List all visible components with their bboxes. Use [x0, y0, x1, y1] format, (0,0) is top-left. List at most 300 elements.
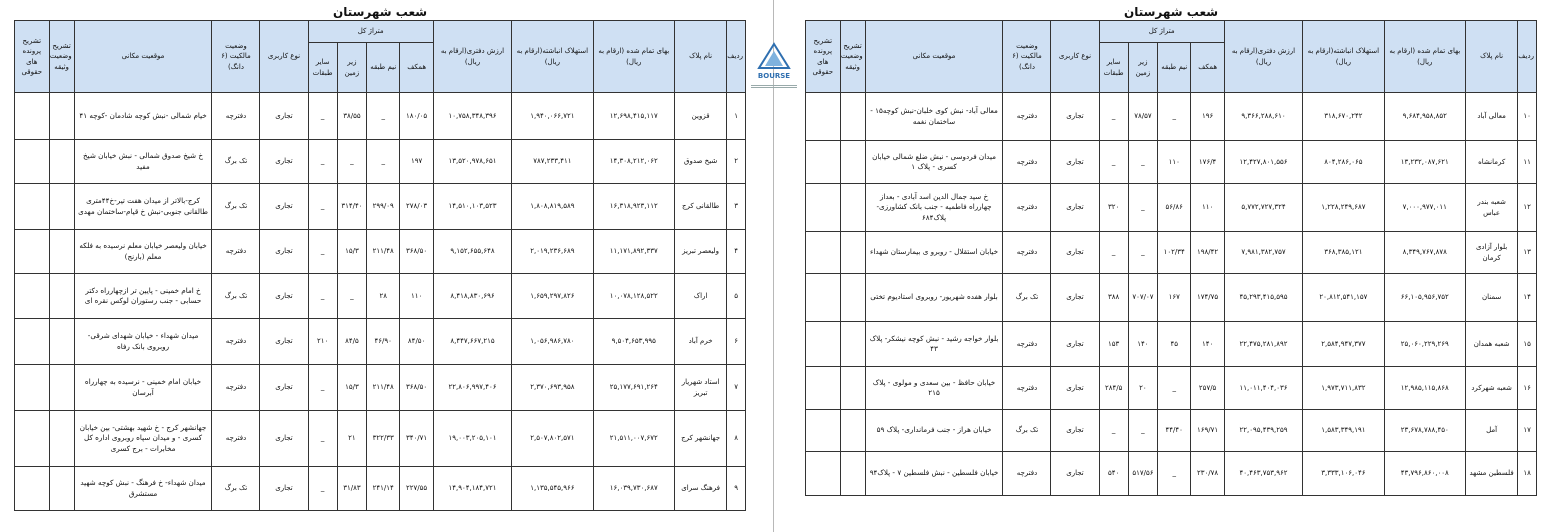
- cell-area-basement: _: [1128, 184, 1157, 232]
- cell-radif: ۱۱: [1518, 141, 1537, 184]
- cell-legal: [806, 274, 841, 322]
- cell-legal: [15, 140, 50, 184]
- cell-location: جهانشهر کرج - خ شهید بهشتی- بین خیابان کسری - و میدان سپاه روبروی اداره کل مخابرات - برج کسری: [74, 411, 212, 467]
- cell-depreciation: ۷۸۷,۲۳۳,۴۱۱: [512, 140, 593, 184]
- cell-price: ۶۶,۱۰۵,۹۵۶,۷۵۲: [1384, 274, 1465, 322]
- cell-radif: ۱۵: [1518, 322, 1537, 367]
- cell-collateral: [49, 319, 74, 365]
- cell-location: بلوار خواجه رشید - نبش کوچه نیشکر- پلاک ۴۳: [865, 322, 1003, 367]
- cell-area-half: _: [367, 93, 400, 140]
- cell-book-value: ۲۲,۸۰۶,۹۹۷,۴۰۶: [433, 365, 511, 411]
- cell-usage: تجاری: [1051, 410, 1099, 452]
- cell-ownership: تک برگ: [212, 140, 260, 184]
- cell-area-ground: ۱۷۶/۴: [1191, 141, 1224, 184]
- cell-price: ۹,۶۸۴,۹۵۸,۸۵۲: [1384, 93, 1465, 141]
- cell-name: آمل: [1466, 410, 1518, 452]
- cell-area-basement: ۲۱: [337, 411, 366, 467]
- cell-collateral: [49, 230, 74, 274]
- table-row: [806, 274, 1537, 322]
- cell-area-ground: ۱۱۰: [1191, 184, 1224, 232]
- cell-legal: [806, 141, 841, 184]
- cell-price: ۱۲,۶۹۸,۴۱۵,۱۱۷: [593, 93, 674, 140]
- cell-area-other: ۲۱۰: [308, 319, 337, 365]
- cell-name: اراک: [675, 274, 727, 319]
- cell-depreciation: ۱,۱۳۵,۵۴۵,۹۶۶: [512, 467, 593, 511]
- cell-location: خ سید جمال الدین اسد آبادی - بعداز چهارراه فاطمیه - جنب بانک کشاورزی-پلاک۶۸۴: [865, 184, 1003, 232]
- cell-book-value: ۹,۱۵۲,۶۵۵,۶۴۸: [433, 230, 511, 274]
- cell-ownership: دفترچه: [212, 230, 260, 274]
- cell-usage: تجاری: [1051, 322, 1099, 367]
- cell-area-other: ۳۸۸: [1099, 274, 1128, 322]
- left-page: [14, 0, 746, 511]
- cell-price: ۱۶,۰۳۹,۷۳۰,۶۸۷: [593, 467, 674, 511]
- cell-location: خیابان حافظ - بین سعدی و مولوی - پلاک ۲۱۵: [865, 367, 1003, 410]
- cell-area-other: ۵۴۰: [1099, 452, 1128, 496]
- cell-area-ground: ۲۲۷/۵۵: [400, 467, 433, 511]
- cell-usage: تجاری: [1051, 232, 1099, 274]
- cell-price: ۲۵,۰۶۰,۲۲۹,۲۶۹: [1384, 322, 1465, 367]
- cell-radif: ۶: [727, 319, 746, 365]
- cell-legal: [15, 93, 50, 140]
- header-name: نام پلاک: [1466, 21, 1518, 93]
- cell-collateral: [840, 93, 865, 141]
- cell-area-other: _: [308, 93, 337, 140]
- cell-area-basement: ۵۱۷/۵۶: [1128, 452, 1157, 496]
- table-row: [806, 93, 1537, 141]
- cell-area-half: ۲۹۹/۰۹: [367, 184, 400, 230]
- cell-book-value: ۱۱,۰۱۱,۴۰۴,۰۳۶: [1224, 367, 1302, 410]
- cell-collateral: [840, 232, 865, 274]
- cell-area-ground: ۱۹۸/۴۲: [1191, 232, 1224, 274]
- cell-area-other: _: [1099, 141, 1128, 184]
- header-area-group: متراژ کل: [1099, 21, 1224, 43]
- cell-ownership: تک برگ: [212, 467, 260, 511]
- cell-legal: [15, 319, 50, 365]
- cell-legal: [806, 367, 841, 410]
- cell-collateral: [49, 140, 74, 184]
- cell-area-half: ۱۶۷: [1158, 274, 1191, 322]
- header-collateral: تشریح وضعیت وثیقه: [840, 21, 865, 93]
- cell-ownership: تک برگ: [212, 184, 260, 230]
- cell-book-value: ۴۵,۲۹۳,۴۱۵,۵۹۵: [1224, 274, 1302, 322]
- cell-collateral: [840, 322, 865, 367]
- cell-area-basement: ۸۴/۵: [337, 319, 366, 365]
- cell-area-other: _: [1099, 93, 1128, 141]
- cell-collateral: [49, 93, 74, 140]
- cell-area-half: ۲۸: [367, 274, 400, 319]
- header-ownership: وضعیت مالکیت (۶ دانگ): [1003, 21, 1051, 93]
- cell-collateral: [49, 184, 74, 230]
- cell-usage: تجاری: [260, 319, 308, 365]
- table-row: [15, 319, 746, 365]
- table-row: [15, 411, 746, 467]
- cell-collateral: [840, 184, 865, 232]
- page-title: شعب شهرستان: [332, 5, 428, 19]
- cell-depreciation: ۱,۹۷۳,۷۱۱,۸۳۲: [1303, 367, 1384, 410]
- cell-usage: تجاری: [260, 274, 308, 319]
- cell-area-other: _: [308, 184, 337, 230]
- cell-depreciation: ۲,۰۱۹,۲۳۶,۶۸۹: [512, 230, 593, 274]
- cell-legal: [806, 184, 841, 232]
- cell-area-half: _: [1158, 93, 1191, 141]
- cell-book-value: ۷,۹۸۱,۳۸۲,۷۵۷: [1224, 232, 1302, 274]
- cell-name: فرهنگ سرای: [675, 467, 727, 511]
- cell-name: معالی آباد: [1466, 93, 1518, 141]
- right-page: [805, 0, 1537, 496]
- cell-area-basement: _: [337, 274, 366, 319]
- cell-legal: [15, 230, 50, 274]
- cell-usage: تجاری: [260, 230, 308, 274]
- header-area-other: سایر طبقات: [1099, 43, 1128, 93]
- cell-radif: ۹: [727, 467, 746, 511]
- cell-radif: ۱۴: [1518, 274, 1537, 322]
- cell-area-other: _: [308, 140, 337, 184]
- cell-usage: تجاری: [1051, 367, 1099, 410]
- cell-area-ground: ۱۹۷: [400, 140, 433, 184]
- cell-area-half: ۲۱۱/۴۸: [367, 365, 400, 411]
- cell-area-half: ۳۲۲/۳۳: [367, 411, 400, 467]
- cell-location: بلوار هفده شهریور- روبروی استادیوم تختی: [865, 274, 1003, 322]
- cell-price: ۱۳,۲۳۲,۰۸۷,۶۲۱: [1384, 141, 1465, 184]
- header-depreciation: استهلاک انباشته(ارقام به ریال): [512, 21, 593, 93]
- cell-location: خ امام خمینی - پایین تر ازچهارراه دکتر حسابی - جنب رستوران لوکس نقره ای: [74, 274, 212, 319]
- cell-area-half: ۱۰۲/۳۴: [1158, 232, 1191, 274]
- cell-depreciation: ۲,۵۸۴,۹۴۷,۳۷۷: [1303, 322, 1384, 367]
- header-location: موقعیت مکانی: [865, 21, 1003, 93]
- cell-area-other: _: [1099, 232, 1128, 274]
- cell-price: ۱۴,۳۰۸,۲۱۲,۰۶۲: [593, 140, 674, 184]
- cell-depreciation: ۱,۲۲۸,۲۴۹,۶۸۷: [1303, 184, 1384, 232]
- table-row: [806, 367, 1537, 410]
- cell-radif: ۱۸: [1518, 452, 1537, 496]
- cell-usage: تجاری: [1051, 274, 1099, 322]
- cell-depreciation: ۱,۶۵۹,۲۹۷,۸۲۶: [512, 274, 593, 319]
- page-title: شعب شهرستان: [1123, 5, 1219, 19]
- cell-depreciation: ۱,۰۵۶,۹۸۶,۷۸۰: [512, 319, 593, 365]
- table-row: [806, 410, 1537, 452]
- header-usage: نوع کاربری: [260, 21, 308, 93]
- cell-area-half: _: [1158, 452, 1191, 496]
- cell-collateral: [840, 274, 865, 322]
- cell-location: خیابان فلسطین - نبش فلسطین ۷ - پلاک۹۴: [865, 452, 1003, 496]
- cell-area-half: ۴۵: [1158, 322, 1191, 367]
- cell-location: خیابان استقلال - روبرو ی بیمارستان شهداء: [865, 232, 1003, 274]
- cell-name: شیخ صدوق: [675, 140, 727, 184]
- table-row: [806, 452, 1537, 496]
- cell-ownership: دفترچه: [1003, 93, 1051, 141]
- header-depreciation: استهلاک انباشته(ارقام به ریال): [1303, 21, 1384, 93]
- cell-area-other: _: [308, 411, 337, 467]
- cell-price: ۲۱,۵۱۱,۰۰۷,۶۷۲: [593, 411, 674, 467]
- cell-location: معالی آباد- نبش کوی خلبان-نبش کوچه۱۵ - ساختمان نغمه: [865, 93, 1003, 141]
- cell-area-basement: _: [1128, 232, 1157, 274]
- cell-usage: تجاری: [260, 411, 308, 467]
- cell-area-ground: ۲۷۸/۰۳: [400, 184, 433, 230]
- header-area-ground: همکف: [400, 43, 433, 93]
- cell-radif: ۵: [727, 274, 746, 319]
- cell-usage: تجاری: [260, 140, 308, 184]
- cell-area-ground: ۳۶۸/۵۰: [400, 365, 433, 411]
- header-area-half: نیم طبقه: [367, 43, 400, 93]
- cell-area-ground: ۳۴۰/۷۱: [400, 411, 433, 467]
- cell-area-basement: _: [1128, 141, 1157, 184]
- cell-area-basement: ۳۸/۵۵: [337, 93, 366, 140]
- table-row: [806, 232, 1537, 274]
- table-row: [806, 322, 1537, 367]
- cell-legal: [806, 232, 841, 274]
- cell-ownership: تک برگ: [1003, 274, 1051, 322]
- bourse-logo: [757, 42, 791, 82]
- cell-name: شعبه همدان: [1466, 322, 1518, 367]
- cell-ownership: تک برگ: [1003, 410, 1051, 452]
- cell-radif: ۴: [727, 230, 746, 274]
- cell-area-basement: ۳۱۴/۴۰: [337, 184, 366, 230]
- cell-name: استاد شهریار تبریز: [675, 365, 727, 411]
- cell-name: طالقانی کرج: [675, 184, 727, 230]
- cell-area-basement: ۱۵/۳: [337, 365, 366, 411]
- cell-depreciation: ۳۱۸,۶۷۰,۲۴۲: [1303, 93, 1384, 141]
- cell-usage: تجاری: [260, 184, 308, 230]
- cell-area-ground: ۱۹۶: [1191, 93, 1224, 141]
- header-area-half: نیم طبقه: [1158, 43, 1191, 93]
- cell-area-half: _: [367, 140, 400, 184]
- cell-radif: ۱: [727, 93, 746, 140]
- cell-collateral: [840, 410, 865, 452]
- header-area-ground: همکف: [1191, 43, 1224, 93]
- cell-area-basement: _: [337, 140, 366, 184]
- cell-legal: [806, 93, 841, 141]
- cell-area-basement: ۱۴۰: [1128, 322, 1157, 367]
- header-area-basement: زیر زمین: [1128, 43, 1157, 93]
- cell-price: ۲۳,۶۷۸,۷۸۸,۴۵۰: [1384, 410, 1465, 452]
- cell-radif: ۳: [727, 184, 746, 230]
- header-book-value: ارزش دفتری(ارقام به ریال): [1224, 21, 1302, 93]
- cell-book-value: ۱۲,۴۲۷,۸۰۱,۵۵۶: [1224, 141, 1302, 184]
- cell-legal: [806, 410, 841, 452]
- cell-price: ۷,۰۰۰,۹۷۷,۰۱۱: [1384, 184, 1465, 232]
- cell-legal: [15, 274, 50, 319]
- header-collateral: تشریح وضعیت وثیقه: [49, 21, 74, 93]
- cell-name: ولیعصر تبریز: [675, 230, 727, 274]
- cell-book-value: ۸,۴۱۸,۸۳۰,۶۹۶: [433, 274, 511, 319]
- logo-caption: [751, 84, 797, 90]
- table-row: [15, 230, 746, 274]
- cell-ownership: دفترچه: [1003, 367, 1051, 410]
- cell-location: خیابان امام خمینی - نرسیده به چهارراه آبرسان: [74, 365, 212, 411]
- cell-location: میدان شهداء- خ فرهنگ - نبش کوچه شهید مستشرق: [74, 467, 212, 511]
- cell-area-basement: _: [1128, 410, 1157, 452]
- table-row: [15, 274, 746, 319]
- cell-usage: تجاری: [1051, 93, 1099, 141]
- table-row: [15, 184, 746, 230]
- cell-name: جهانشهر کرج: [675, 411, 727, 467]
- cell-price: ۱۰,۰۷۸,۱۲۸,۵۲۲: [593, 274, 674, 319]
- cell-ownership: دفترچه: [212, 411, 260, 467]
- header-price: بهای تمام شده (ارقام به ریال): [593, 21, 674, 93]
- cell-book-value: ۸,۴۴۷,۶۶۷,۲۱۵: [433, 319, 511, 365]
- cell-name: شعبه بندر عباس: [1466, 184, 1518, 232]
- cell-price: ۴۳,۷۹۶,۸۶۰,۰۰۸: [1384, 452, 1465, 496]
- cell-price: ۱۲,۹۸۵,۱۱۵,۸۶۸: [1384, 367, 1465, 410]
- header-price: بهای تمام شده (ارقام به ریال): [1384, 21, 1465, 93]
- cell-area-other: _: [308, 230, 337, 274]
- cell-area-basement: ۱۵/۳: [337, 230, 366, 274]
- cell-location: میدان فردوسی - نبش ضلع شمالی خیابان کسری - پلاک ۱: [865, 141, 1003, 184]
- cell-area-ground: ۱۸۰/۰۵: [400, 93, 433, 140]
- table-row: [806, 141, 1537, 184]
- header-radif: ردیف: [727, 21, 746, 93]
- cell-name: بلوار آزادی کرمان: [1466, 232, 1518, 274]
- cell-area-ground: ۱۶۹/۷۱: [1191, 410, 1224, 452]
- cell-radif: ۱۷: [1518, 410, 1537, 452]
- cell-legal: [15, 184, 50, 230]
- cell-collateral: [49, 274, 74, 319]
- cell-area-ground: ۱۷۴/۷۵: [1191, 274, 1224, 322]
- cell-location: خیابان ولیعصر خیابان معلم نرسیده به فلکه معلم (بارنج): [74, 230, 212, 274]
- cell-area-basement: ۲۰: [1128, 367, 1157, 410]
- cell-ownership: دفترچه: [212, 319, 260, 365]
- cell-price: ۹,۵۰۴,۶۵۳,۹۹۵: [593, 319, 674, 365]
- cell-area-other: _: [308, 365, 337, 411]
- cell-area-basement: ۷۸/۵۷: [1128, 93, 1157, 141]
- cell-legal: [15, 365, 50, 411]
- cell-radif: ۱۳: [1518, 232, 1537, 274]
- cell-name: قزوین: [675, 93, 727, 140]
- cell-area-ground: ۲۵۷/۵: [1191, 367, 1224, 410]
- header-location: موقعیت مکانی: [74, 21, 212, 93]
- header-usage: نوع کاربری: [1051, 21, 1099, 93]
- cell-name: شعبه شهرکرد: [1466, 367, 1518, 410]
- cell-usage: تجاری: [260, 93, 308, 140]
- cell-name: خرم آباد: [675, 319, 727, 365]
- cell-area-other: ۲۸۴/۵: [1099, 367, 1128, 410]
- cell-book-value: ۲۲,۰۹۵,۴۳۹,۲۵۹: [1224, 410, 1302, 452]
- cell-collateral: [840, 141, 865, 184]
- header-legal: تشریح پرونده های حقوقی: [15, 21, 50, 93]
- cell-legal: [806, 322, 841, 367]
- cell-price: ۱۱,۱۷۱,۸۹۲,۳۳۷: [593, 230, 674, 274]
- table-row: [15, 93, 746, 140]
- header-area-group: متراژ کل: [308, 21, 433, 43]
- cell-area-other: _: [308, 274, 337, 319]
- cell-depreciation: ۱,۵۸۳,۳۴۹,۱۹۱: [1303, 410, 1384, 452]
- cell-radif: ۸: [727, 411, 746, 467]
- cell-usage: تجاری: [1051, 452, 1099, 496]
- cell-ownership: دفترچه: [1003, 452, 1051, 496]
- branches-table-right: [805, 20, 1537, 496]
- header-ownership: وضعیت مالکیت (۶ دانگ): [212, 21, 260, 93]
- cell-radif: ۱۶: [1518, 367, 1537, 410]
- cell-area-ground: ۳۶۸/۵۰: [400, 230, 433, 274]
- cell-legal: [15, 467, 50, 511]
- cell-area-half: _: [1158, 367, 1191, 410]
- cell-book-value: ۵,۷۷۲,۷۲۷,۳۲۴: [1224, 184, 1302, 232]
- cell-collateral: [49, 411, 74, 467]
- cell-book-value: ۱۳,۵۲۰,۹۷۸,۶۵۱: [433, 140, 511, 184]
- cell-legal: [806, 452, 841, 496]
- cell-radif: ۱۰: [1518, 93, 1537, 141]
- cell-area-ground: ۱۴۰: [1191, 322, 1224, 367]
- cell-depreciation: ۲,۵۰۷,۸۰۲,۵۷۱: [512, 411, 593, 467]
- cell-area-ground: ۱۱۰: [400, 274, 433, 319]
- cell-depreciation: ۳,۳۳۳,۱۰۶,۰۴۶: [1303, 452, 1384, 496]
- cell-ownership: دفترچه: [1003, 322, 1051, 367]
- table-row: [806, 184, 1537, 232]
- cell-radif: ۱۲: [1518, 184, 1537, 232]
- cell-collateral: [840, 367, 865, 410]
- cell-location: خ شیخ صدوق شمالی - نبش خیابان شیخ مفید: [74, 140, 212, 184]
- cell-area-other: ۱۵۳: [1099, 322, 1128, 367]
- cell-location: کرج-بالاتر از میدان هفت تیر-خ۴۴متری طالقانی جنوبی-نبش خ قیام-ساختمان مهدی: [74, 184, 212, 230]
- table-row: [15, 467, 746, 511]
- cell-legal: [15, 411, 50, 467]
- header-area-basement: زیر زمین: [337, 43, 366, 93]
- cell-usage: تجاری: [260, 365, 308, 411]
- cell-book-value: ۱۴,۵۱۰,۱۰۳,۵۲۳: [433, 184, 511, 230]
- cell-name: فلسطین مشهد: [1466, 452, 1518, 496]
- header-book-value: ارزش دفتری(ارقام به ریال): [433, 21, 511, 93]
- cell-ownership: تک برگ: [212, 274, 260, 319]
- cell-book-value: ۱۴,۹۰۴,۱۸۴,۷۲۱: [433, 467, 511, 511]
- cell-depreciation: ۲۰,۸۱۲,۵۴۱,۱۵۷: [1303, 274, 1384, 322]
- cell-area-half: ۴۶/۹۰: [367, 319, 400, 365]
- cell-ownership: دفترچه: [212, 365, 260, 411]
- cell-price: ۲۵,۱۷۷,۶۹۱,۲۶۴: [593, 365, 674, 411]
- cell-depreciation: ۳۶۸,۳۸۵,۱۲۱: [1303, 232, 1384, 274]
- cell-usage: تجاری: [260, 467, 308, 511]
- logo-text: BOURSE: [757, 72, 791, 80]
- cell-area-half: ۵۶/۸۶: [1158, 184, 1191, 232]
- cell-area-basement: ۷۰۷/۰۷: [1128, 274, 1157, 322]
- cell-area-half: ۲۴۱/۱۴: [367, 467, 400, 511]
- cell-area-other: ۳۲۰: [1099, 184, 1128, 232]
- cell-depreciation: ۲,۳۷۰,۶۹۳,۹۵۸: [512, 365, 593, 411]
- cell-name: کرمانشاه: [1466, 141, 1518, 184]
- cell-area-half: ۱۱۰: [1158, 141, 1191, 184]
- cell-book-value: ۴۰,۴۶۳,۷۵۳,۹۶۲: [1224, 452, 1302, 496]
- cell-book-value: ۱۰,۷۵۸,۳۴۸,۳۹۶: [433, 93, 511, 140]
- cell-area-half: ۴۴/۴۰: [1158, 410, 1191, 452]
- header-name: نام پلاک: [675, 21, 727, 93]
- cell-depreciation: ۸۰۴,۲۸۶,۰۶۵: [1303, 141, 1384, 184]
- cell-price: ۱۶,۳۱۸,۹۲۳,۱۱۲: [593, 184, 674, 230]
- header-radif: ردیف: [1518, 21, 1537, 93]
- cell-area-ground: ۲۳۰/۷۸: [1191, 452, 1224, 496]
- cell-collateral: [49, 365, 74, 411]
- cell-location: میدان شهداء - خیابان شهدای شرقی- روبروی بانک رفاه: [74, 319, 212, 365]
- cell-collateral: [49, 467, 74, 511]
- cell-location: خیابان هراز - جنب فرمانداری- پلاک ۵۹: [865, 410, 1003, 452]
- cell-area-other: _: [308, 467, 337, 511]
- cell-ownership: دفترچه: [1003, 184, 1051, 232]
- cell-depreciation: ۱,۹۴۰,۰۶۶,۷۲۱: [512, 93, 593, 140]
- cell-collateral: [840, 452, 865, 496]
- branches-table-left: [14, 20, 746, 511]
- cell-depreciation: ۱,۸۰۸,۸۱۹,۵۸۹: [512, 184, 593, 230]
- cell-location: خیام شمالی -نبش کوچه شادمان -کوچه ۴۱: [74, 93, 212, 140]
- cell-ownership: دفترچه: [1003, 232, 1051, 274]
- header-area-other: سایر طبقات: [308, 43, 337, 93]
- cell-usage: تجاری: [1051, 184, 1099, 232]
- cell-radif: ۷: [727, 365, 746, 411]
- header-legal: تشریح پرونده های حقوقی: [806, 21, 841, 93]
- table-row: [15, 140, 746, 184]
- cell-name: سمنان: [1466, 274, 1518, 322]
- cell-area-half: ۲۱۱/۴۸: [367, 230, 400, 274]
- cell-book-value: ۹,۳۶۶,۲۸۸,۶۱۰: [1224, 93, 1302, 141]
- cell-radif: ۲: [727, 140, 746, 184]
- cell-price: ۸,۳۴۹,۷۶۷,۸۷۸: [1384, 232, 1465, 274]
